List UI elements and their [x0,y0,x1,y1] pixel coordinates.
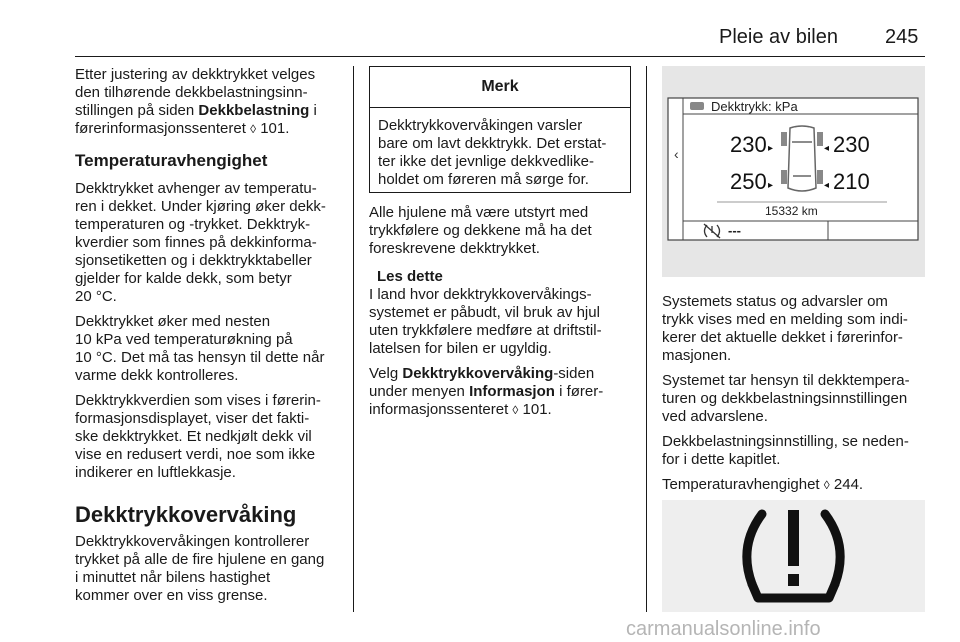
text-line: indikerer en luftlekkasje. [75,464,236,481]
page-number: 245 [885,26,919,48]
text-line: formasjonsdisplayet, viser det fakti- [75,410,310,427]
text-line: Dekktrykkverdien som vises i førerin- [75,392,321,409]
heading-temperature: Temperaturavhengighet [75,151,268,170]
page-ref[interactable]: 244. [833,476,864,493]
paragraph-displayed-value [75,392,345,482]
paragraph-temperature-ref [662,476,930,494]
text-line: Systemet tar hensyn til dekktempera- [662,372,910,389]
text-line: gjelder for kalde dekk, som betyr [75,270,292,287]
tpms-status-text: --- [728,223,741,238]
pressure-front-right: 230 [833,132,870,157]
page-ref-icon: ◊ [250,122,257,136]
note-box [369,66,631,193]
watermark: carmanualsonline.info [626,618,821,640]
column-divider-2 [646,66,647,612]
text-line: temperaturen og -trykket. Dekktryk- [75,216,311,233]
text-line: førerinformasjonssenteret [75,120,246,137]
text-line: Dekktrykket avhenger av temperatu- [75,180,317,197]
pressure-rear-left: 250 [730,169,767,194]
paragraph-temperature-consideration [662,372,930,426]
paragraph-sensors [369,204,639,258]
text-line: i [309,102,317,119]
text-line: i minuttet når bilens hastighet [75,569,271,586]
text-line: 20 °C. [75,288,117,305]
text-line: foreskrevene dekktrykket. [369,240,540,257]
column-3 [662,293,930,494]
text-line: bare om lavt dekktrykk. Det erstat- [378,135,607,152]
text-line: Dekktrykkovervåkingen varsler [378,117,583,134]
car-icon [690,102,704,110]
text-line: for i dette kapitlet. [662,451,781,468]
menu-term: Dekkbelastning [198,102,310,119]
text-line: ske dekktrykket. Et nedkjølt dekk vil [75,428,312,445]
pointer-right-icon: ▸ [768,143,774,154]
odometer: 15332 km [765,204,818,218]
text-line: trykkfølere og dekkene må ha det [369,222,592,239]
text-line: 10 °C. Det må tas hensyn til dette når [75,349,325,366]
text-line: Velg [369,365,403,382]
warning-body [369,286,639,358]
text-line: varme dekk kontrolleres. [75,367,239,384]
text-line: latelsen for bilen er ugyldig. [369,340,552,357]
text-line: kommer over en viss grense. [75,587,268,604]
menu-term: Dekktrykkovervåking [402,365,554,382]
text-line: vise en redusert verdi, noe som ikke [75,446,316,463]
pressure-rear-right: 210 [833,169,870,194]
paragraph-load-setting [662,433,930,469]
pointer-left-icon: ◂ [824,143,830,154]
tire-rr-icon [817,170,823,184]
paragraph-pressure-increase [75,313,345,385]
text-line: under menyen [369,383,470,400]
text-line: trykket på alle de fire hjulene en gang [75,551,325,568]
text-line: ter ikke det jevnlige dekkvedlike- [378,153,594,170]
page-ref[interactable]: 101. [260,120,290,137]
text-line: masjonen. [662,347,732,364]
text-line: Dekkbelastningsinnstilling, se neden- [662,433,909,450]
text-line: ren i dekket. Under kjøring øker dekk- [75,198,326,215]
header-title: Pleie av bilen [719,26,838,48]
text-line: kverdier som finnes på dekkinforma- [75,234,317,251]
text-line: trykk vises med en melding som indi- [662,311,908,328]
paragraph-select-page [369,365,639,419]
page-ref-icon: ◊ [823,478,830,492]
pressure-front-left: 230 [730,132,767,157]
page-ref-icon: ◊ [512,403,519,417]
note-body [370,108,630,189]
text-line: uten trykkfølere medføre at driftstil- [369,322,602,339]
tpms-warning-figure [662,500,925,612]
text-line: sjonsetiketten og i dekktrykktabeller [75,252,312,269]
text-line: i fører- [554,383,604,400]
tire-rl-icon [781,170,787,184]
pointer-left-icon: ◂ [824,180,830,191]
page-ref[interactable]: 101. [522,401,552,418]
text-line: Dekktrykkovervåkingen kontrollerer [75,533,310,550]
text-line: turen og dekkbelastningsinnstillingen [662,390,908,407]
text-line: den tilhørende dekkbelastningsinn- [75,84,308,101]
column-2 [369,204,639,419]
paragraph-temperature [75,180,345,306]
column-1 [75,66,345,605]
paragraph-adjust [75,66,345,138]
text-line: Temperaturavhengighet [662,476,820,493]
paragraph-monitoring [75,533,345,605]
menu-term: Informasjon [469,383,555,400]
text-line: Alle hjulene må være utstyrt med [369,204,589,221]
note-title: Merk [370,67,630,108]
pointer-right-icon: ▸ [768,180,774,191]
chevron-left-icon[interactable]: ‹ [674,146,679,162]
paragraph-status [662,293,930,365]
warning-title: Les dette [377,268,443,285]
text-line: Etter justering av dekktrykket velges [75,66,316,83]
text-line: systemet er påbudt, vil bruk av hjul [369,304,600,321]
text-line: kerer det aktuelle dekket i førerinfor- [662,329,903,346]
text-line: stillingen på siden [75,102,199,119]
header-rule [75,56,925,57]
tire-pressure-warning-icon [662,500,925,612]
text-line: ved advarslene. [662,408,768,425]
tire-pressure-display-figure [662,66,925,277]
tire-fl-icon [781,132,787,146]
text-line: -siden [553,365,595,382]
tire-fr-icon [817,132,823,146]
text-line: holdet om føreren må sørge for. [378,171,589,188]
text-line: I land hvor dekktrykkovervåkings- [369,286,592,303]
heading-monitoring: Dekktrykkovervåking [75,502,297,527]
text-line: informasjonssenteret [369,401,509,418]
text-line: Systemets status og advarsler om [662,293,888,310]
column-divider-1 [353,66,354,612]
text-line: 10 kPa ved temperaturøkning på [75,331,293,348]
display-title: Dekktrykk: kPa [711,99,798,114]
text-line: Dekktrykket øker med nesten [75,313,271,330]
